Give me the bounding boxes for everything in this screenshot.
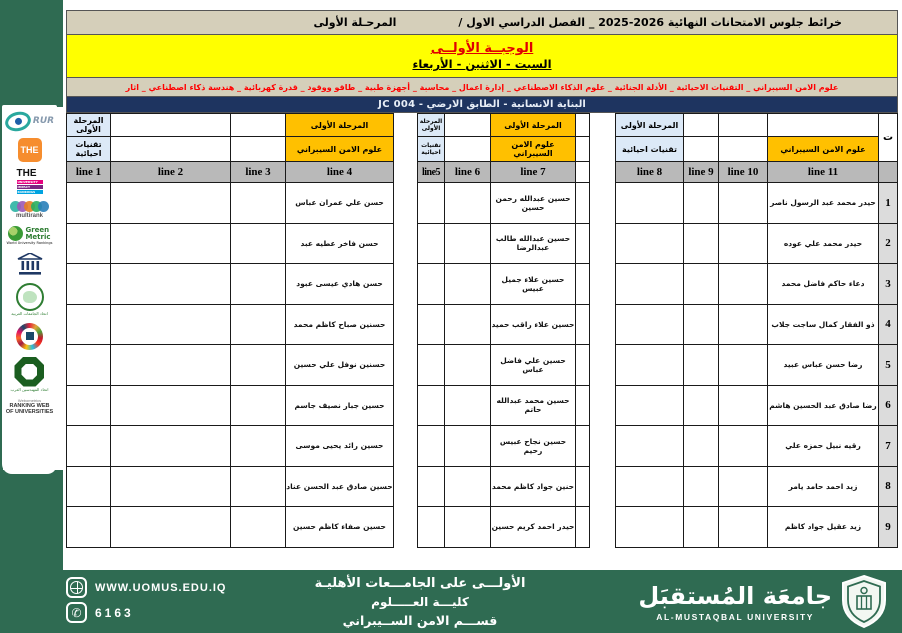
student-name: حسين علاء جميل عبيس — [491, 264, 576, 305]
octagon-icon — [14, 357, 44, 387]
umultirank-logo: multirank — [10, 201, 49, 219]
dept-cell-line11: علوم الامن السيبراني — [768, 137, 879, 162]
phone-icon: ✆ — [66, 602, 87, 623]
student-name: حسين جبار نصيف جاسم — [286, 385, 394, 426]
stage-cell-line5: المرحلة الأولى — [418, 114, 445, 137]
website-url: WWW.UOMUS.EDU.IQ — [95, 581, 227, 594]
student-name: حسن فاخر عطيه عبد — [286, 223, 394, 264]
ui-greenmetric-logo: Green Metric World University Rankings — [6, 225, 53, 245]
student-name: حسين علاء راقب حميد — [491, 304, 576, 345]
student-name: حيدر محمد عبد الرسول ناصر — [768, 183, 879, 224]
multirank-circles-icon — [10, 201, 49, 212]
student-name: حسين نجاح عبيس رحيم — [491, 426, 576, 467]
student-name: حسنين صباح كاظم محمد — [286, 304, 394, 345]
department-header-row — [67, 137, 898, 162]
stage-cell-line4: المرحلة الأولى — [286, 114, 394, 137]
stage-cell-line8: المرحلة الأولى — [616, 114, 684, 137]
university-name-english: AL-MUSTAQBAL UNIVERSITY — [656, 612, 815, 622]
footer — [0, 570, 902, 633]
table-row — [67, 385, 898, 426]
batch-banner — [66, 35, 898, 78]
student-name: حنين جواد كاظم محمد — [491, 466, 576, 507]
batch-title: الوجبــة الأولــى — [430, 41, 534, 56]
row-number: 8 — [879, 466, 898, 507]
contact-block — [66, 577, 227, 623]
webometrics-logo: Webometrics RANKING WEB OF UNIVERSITIES — [5, 397, 54, 415]
table-row — [67, 507, 898, 548]
green-corner-block — [0, 0, 63, 107]
line-label: line 4 — [286, 162, 394, 183]
greenmetric-globe-icon — [8, 226, 23, 241]
student-name: دعاء حاكم فاضل محمد — [768, 264, 879, 305]
student-name: رضا حسن عباس عبيد — [768, 345, 879, 386]
table-row — [67, 426, 898, 467]
line-label: line 1 — [67, 162, 111, 183]
line-label: line 11 — [768, 162, 879, 183]
student-name: حسن هادي عيسى عبود — [286, 264, 394, 305]
dept-cell-line8: تقنيات احيائية — [616, 137, 684, 162]
dept-cell-line4: علوم الامن السيبراني — [286, 137, 394, 162]
arab-universities-union-logo: اتحاد الجامعات العربية — [11, 283, 47, 316]
line-label: line 9 — [684, 162, 719, 183]
line-label: line 3 — [231, 162, 286, 183]
student-name: رضا صادق عبد الحسين هاشم — [768, 385, 879, 426]
student-name: رقيه نبيل حمزه علي — [768, 426, 879, 467]
student-name: زيد عقيل جواد كاظم — [768, 507, 879, 548]
dept-cell-line5: تقنيات احيائية — [418, 137, 445, 162]
the-impact-rankings-logo: THE UNIVERSITY IMPACT RANKINGS — [17, 169, 43, 194]
table-row — [67, 304, 898, 345]
content-area — [66, 10, 898, 113]
line-label: line 8 — [616, 162, 684, 183]
row-number: 2 — [879, 223, 898, 264]
stage-label: المرحـلة الأولى — [313, 16, 397, 29]
line-label: line 10 — [719, 162, 768, 183]
student-name: حسن علي عمران عباس — [286, 183, 394, 224]
university-brand — [638, 574, 890, 629]
student-name: حسين رائد يحيى موسى — [286, 426, 394, 467]
dept-cell-line7: علوم الامن السيبراني — [491, 137, 576, 162]
row-number: 4 — [879, 304, 898, 345]
student-name: حيدر احمد كريم حسين — [491, 507, 576, 548]
row-number: 1 — [879, 183, 898, 224]
hall-location: البناية الانسانية - الطابق الارضي - JC 004 — [378, 99, 586, 110]
line-label: line5 — [418, 162, 445, 183]
row-number: 7 — [879, 426, 898, 467]
row-number: 5 — [879, 345, 898, 386]
footer-slogan: الأولـــى على الجامـــعات الأهليـة كليـــة العـــــلوم قســـم الامن الســيبراني — [314, 576, 526, 628]
stage-cell-line7: المرحلة الأولى — [491, 114, 576, 137]
page-title: خرائط جلوس الامتحانات النهائية 2026-2025 _ الفصل الدراسي الاول / — [458, 16, 842, 29]
row-number: 6 — [879, 385, 898, 426]
student-name: زيد احمد حامد يامر — [768, 466, 879, 507]
university-name-arabic: جامعَة المُستقبَل — [638, 582, 832, 610]
title-bar — [66, 10, 898, 35]
row-number: 9 — [879, 507, 898, 548]
wreath-icon — [16, 283, 44, 311]
line-label: line 6 — [445, 162, 491, 183]
dept-cell-line1: تقنيات احيائية — [67, 137, 111, 162]
table-row — [67, 345, 898, 386]
the-ranking-logo: THE — [18, 138, 42, 162]
stage-header-row — [67, 114, 898, 137]
seq-column-header: ت — [879, 114, 898, 162]
line-labels-row — [67, 162, 898, 183]
student-name: حيدر محمد علي عوده — [768, 223, 879, 264]
institution-building-icon — [17, 253, 43, 276]
exam-days: السبت - الاثنين - الأربعاء — [412, 57, 552, 71]
student-name: حسين محمد عبدالله حاتم — [491, 385, 576, 426]
sdg-wheel-logo — [16, 323, 43, 350]
stage-cell-line1: المرحلة الأولى — [67, 114, 111, 137]
university-shield-logo — [838, 574, 890, 629]
rankings-sidebar — [2, 105, 57, 474]
student-name: حسنين نوفل علي حسين — [286, 345, 394, 386]
arab-engineers-federation-logo: اتحاد المهندسين العرب — [11, 357, 49, 392]
table-row — [67, 183, 898, 224]
phone-number: 6163 — [95, 605, 134, 620]
row-number: 3 — [879, 264, 898, 305]
student-name: حسين صفاء كاظم حسين — [286, 507, 394, 548]
student-name: حسين عبدالله طالب عبدالرضا — [491, 223, 576, 264]
rur-ranking-logo: RUR — [5, 112, 54, 131]
website-globe-icon — [66, 577, 87, 598]
line-label: line 7 — [491, 162, 576, 183]
student-name: ذو الفقار كمال ساجت جلاب — [768, 304, 879, 345]
departments-list: علوم الامن السيبراني _ التقنيات الاحيائية _ الأدلة الجنائية _ علوم الذكاء الاصطناعي _ إدارة اعمال _ محاسبة _ أجهزة طبية _ طاقو ووقود _ قدرة كهربائية _ هندسة ذكاء اصطناعي _ اثار — [125, 82, 839, 92]
table-row — [67, 223, 898, 264]
student-name: حسين صادق عبد الحسن عناد — [286, 466, 394, 507]
seating-table — [66, 113, 898, 548]
green-bottom-block — [0, 470, 63, 580]
student-name: حسين علي فاضل عباس — [491, 345, 576, 386]
departments-bar — [66, 78, 898, 97]
location-bar — [66, 97, 898, 113]
table-row — [67, 264, 898, 305]
table-row — [67, 466, 898, 507]
rur-eye-icon — [3, 109, 33, 134]
line-label: line 2 — [111, 162, 231, 183]
student-name: حسين عبدالله رحمن حسين — [491, 183, 576, 224]
